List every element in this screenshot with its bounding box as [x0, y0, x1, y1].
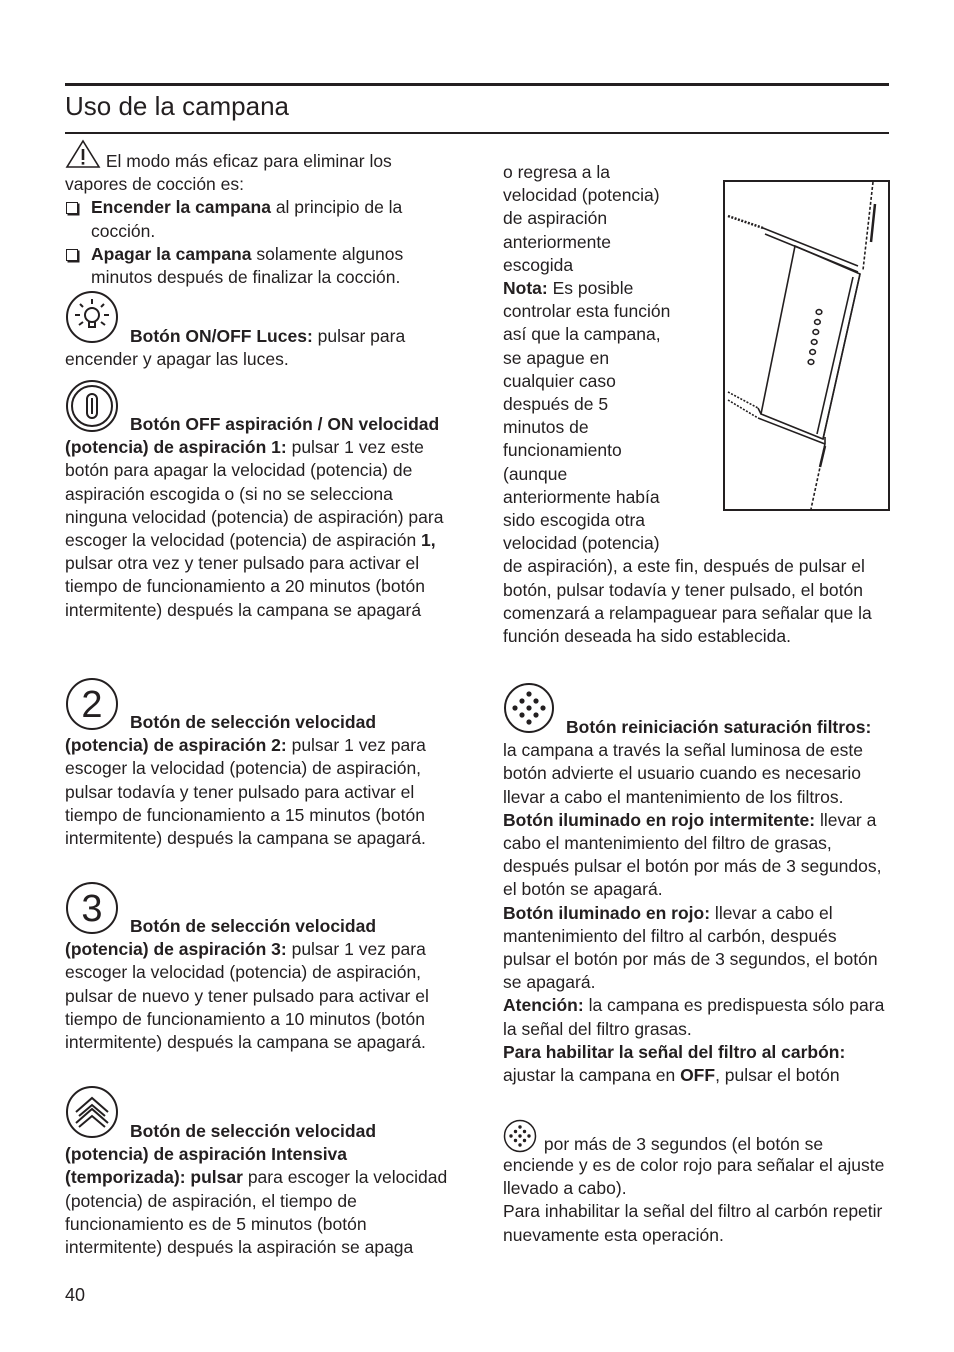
checkbox-bullet-icon	[66, 249, 78, 261]
text-line: se apague en	[503, 347, 610, 368]
text-line: o regresa a la	[503, 162, 611, 182]
diagram-button	[816, 310, 822, 315]
text-line: velocidad (potencia)	[503, 533, 660, 554]
off-label: OFF	[680, 1065, 716, 1086]
after-icon-text: por más de 3 segundos (el botón se	[539, 1134, 824, 1154]
page-title: Uso de la campana	[65, 91, 290, 121]
enable-text-end: , pulsar el botón	[715, 1065, 840, 1086]
text-line: cualquier caso	[503, 370, 616, 391]
hood-diagram-drawing	[725, 182, 888, 509]
filters-after-icon	[503, 1135, 888, 1247]
text-line: (aunque	[503, 463, 568, 484]
after-icon-rest: enciende y es de color rojo para señalar el ajuste llevado a cabo).	[503, 1155, 885, 1199]
text-line: anteriormente	[503, 231, 611, 252]
diagram-button	[808, 360, 814, 365]
number-3-label: 3	[81, 888, 103, 930]
title-underline	[65, 132, 889, 134]
blink-heading: Botón iluminado en rojo intermitente:	[503, 809, 816, 830]
diagram-button-group	[808, 310, 822, 365]
lights-section	[65, 325, 455, 371]
speed2-section	[65, 711, 455, 850]
red-text: llevar a cabo el mantenimiento del filtro al carbón, después pulsar el botón por más de 3 segundos, el botón se apagará.	[503, 902, 878, 993]
diagram-button	[811, 340, 817, 345]
off-speed1-heading: Botón OFF aspiración / ON velocidad (potencia) de aspiración 1:	[65, 414, 440, 458]
text-line: así que la campana,	[503, 324, 661, 345]
bullet-item	[65, 243, 455, 289]
text-line: velocidad (potencia)	[503, 185, 660, 206]
text-line: minutos de	[503, 417, 589, 438]
attention-text: la campana es predispuesta sólo para la señal del filtro grasas.	[503, 995, 885, 1039]
speed3-heading: Botón de selección velocidad (potencia) de aspiración 3:	[65, 916, 377, 960]
speed2-heading: Botón de selección velocidad (potencia) de aspiración 2:	[65, 712, 377, 756]
top-rule	[65, 83, 889, 86]
bullet-text: al principio de la cocción.	[91, 197, 403, 241]
intro-section	[65, 150, 455, 289]
blink-text: llevar a cabo el mantenimiento del filtro de grasas, después pulsar el botón por más de 3 segundos, el botón se apagará.	[503, 809, 882, 900]
filters-text: la campana a través la señal luminosa de este botón advierte el usuario cuando es necesario llevar a cabo el mantenimiento de los filtros.	[503, 740, 863, 807]
speed3-section	[65, 915, 455, 1054]
nota-first-line: Es posible	[547, 278, 634, 299]
checkbox-bullet-icon	[66, 202, 78, 214]
intensive-section	[65, 1120, 455, 1259]
number-2-label: 2	[81, 684, 103, 726]
lights-heading: Botón ON/OFF Luces:	[130, 326, 313, 346]
intensive-heading: Botón de selección velocidad (potencia) de aspiración Intensiva (temporizada): pulsar	[65, 1121, 377, 1188]
text-line: funcionamiento	[503, 440, 622, 461]
off-speed1-bold-number: 1,	[421, 530, 436, 551]
off-speed1-text: pulsar 1 vez este botón para apagar la velocidad (potencia) de aspiración escogida o (si no se selecciona ninguna velocidad (potencia) de aspiración) para escoger la velocidad (potencia) de aspiración	[65, 437, 444, 551]
diagram-button	[815, 320, 821, 325]
enable-heading: Para habilitar la señal del filtro al carbón:	[503, 1041, 846, 1062]
bullet-bold: Apagar la campana	[91, 243, 252, 264]
diagram-button	[810, 350, 816, 355]
bullet-item	[65, 196, 455, 242]
enable-text: ajustar la campana en	[503, 1065, 681, 1086]
text-line: anteriormente había	[503, 486, 660, 507]
speed2-text: pulsar 1 vez para escoger la velocidad (potencia) de aspiración, pulsar todavía y tener pulsado para activar el tiempo de funcionamiento a 15 minutos (botón intermitente) después la campana se apagará.	[65, 735, 426, 849]
hood-control-panel-diagram	[723, 180, 890, 511]
page-number: 40	[65, 1285, 86, 1305]
intensive-text: para escoger la velocidad (potencia) de aspiración, el tiempo de funcionamiento es de 5 minutos (botón intermitente) después la aspiración se apaga	[65, 1167, 448, 1258]
attention-heading: Atención:	[503, 995, 584, 1016]
nota-label: Nota:	[503, 278, 548, 299]
text-line: de aspiración	[503, 208, 608, 229]
text-line: después de 5	[503, 394, 609, 415]
bullet-text: solamente algunos minutos después de finalizar la cocción.	[91, 243, 404, 288]
bullet-bold: Encender la campana	[91, 197, 271, 218]
intro-text: El modo más eficaz para eliminar los vapores de cocción es:	[65, 151, 392, 195]
speed3-text: pulsar 1 vez para escoger la velocidad (potencia) de aspiración, pulsar de nuevo y tener pulsado para activar el tiempo de funcionamiento a 10 minutos (botón intermitente) después la campana se apagará.	[65, 939, 429, 1053]
text-line: sido escogida otra	[503, 510, 646, 531]
off-speed1-text-end: pulsar otra vez y tener pulsado para activar el tiempo de funcionamiento a 20 minutos (botón intermitente) después la campana se apagará	[65, 553, 425, 620]
diagram-button	[813, 330, 819, 335]
text-line: escogida	[503, 254, 574, 275]
filters-section	[503, 716, 888, 1087]
red-heading: Botón iluminado en rojo:	[503, 902, 711, 923]
lights-text: pulsar para encender y apagar las luces.	[65, 326, 406, 370]
text-line: controlar esta función	[503, 301, 671, 322]
disable-text: Para inhabilitar la señal del filtro al carbón repetir nuevamente esta operación.	[503, 1201, 883, 1245]
filters-heading: Botón reiniciación saturación filtros:	[566, 717, 872, 737]
off-speed1-section	[65, 413, 455, 622]
nota-wide-text: de aspiración), a este fin, después de pulsar el botón, pulsar todavía y tener pulsado, el botón comenzará a relampaguear para señalar que la función deseada ha sido establecida.	[503, 556, 872, 647]
